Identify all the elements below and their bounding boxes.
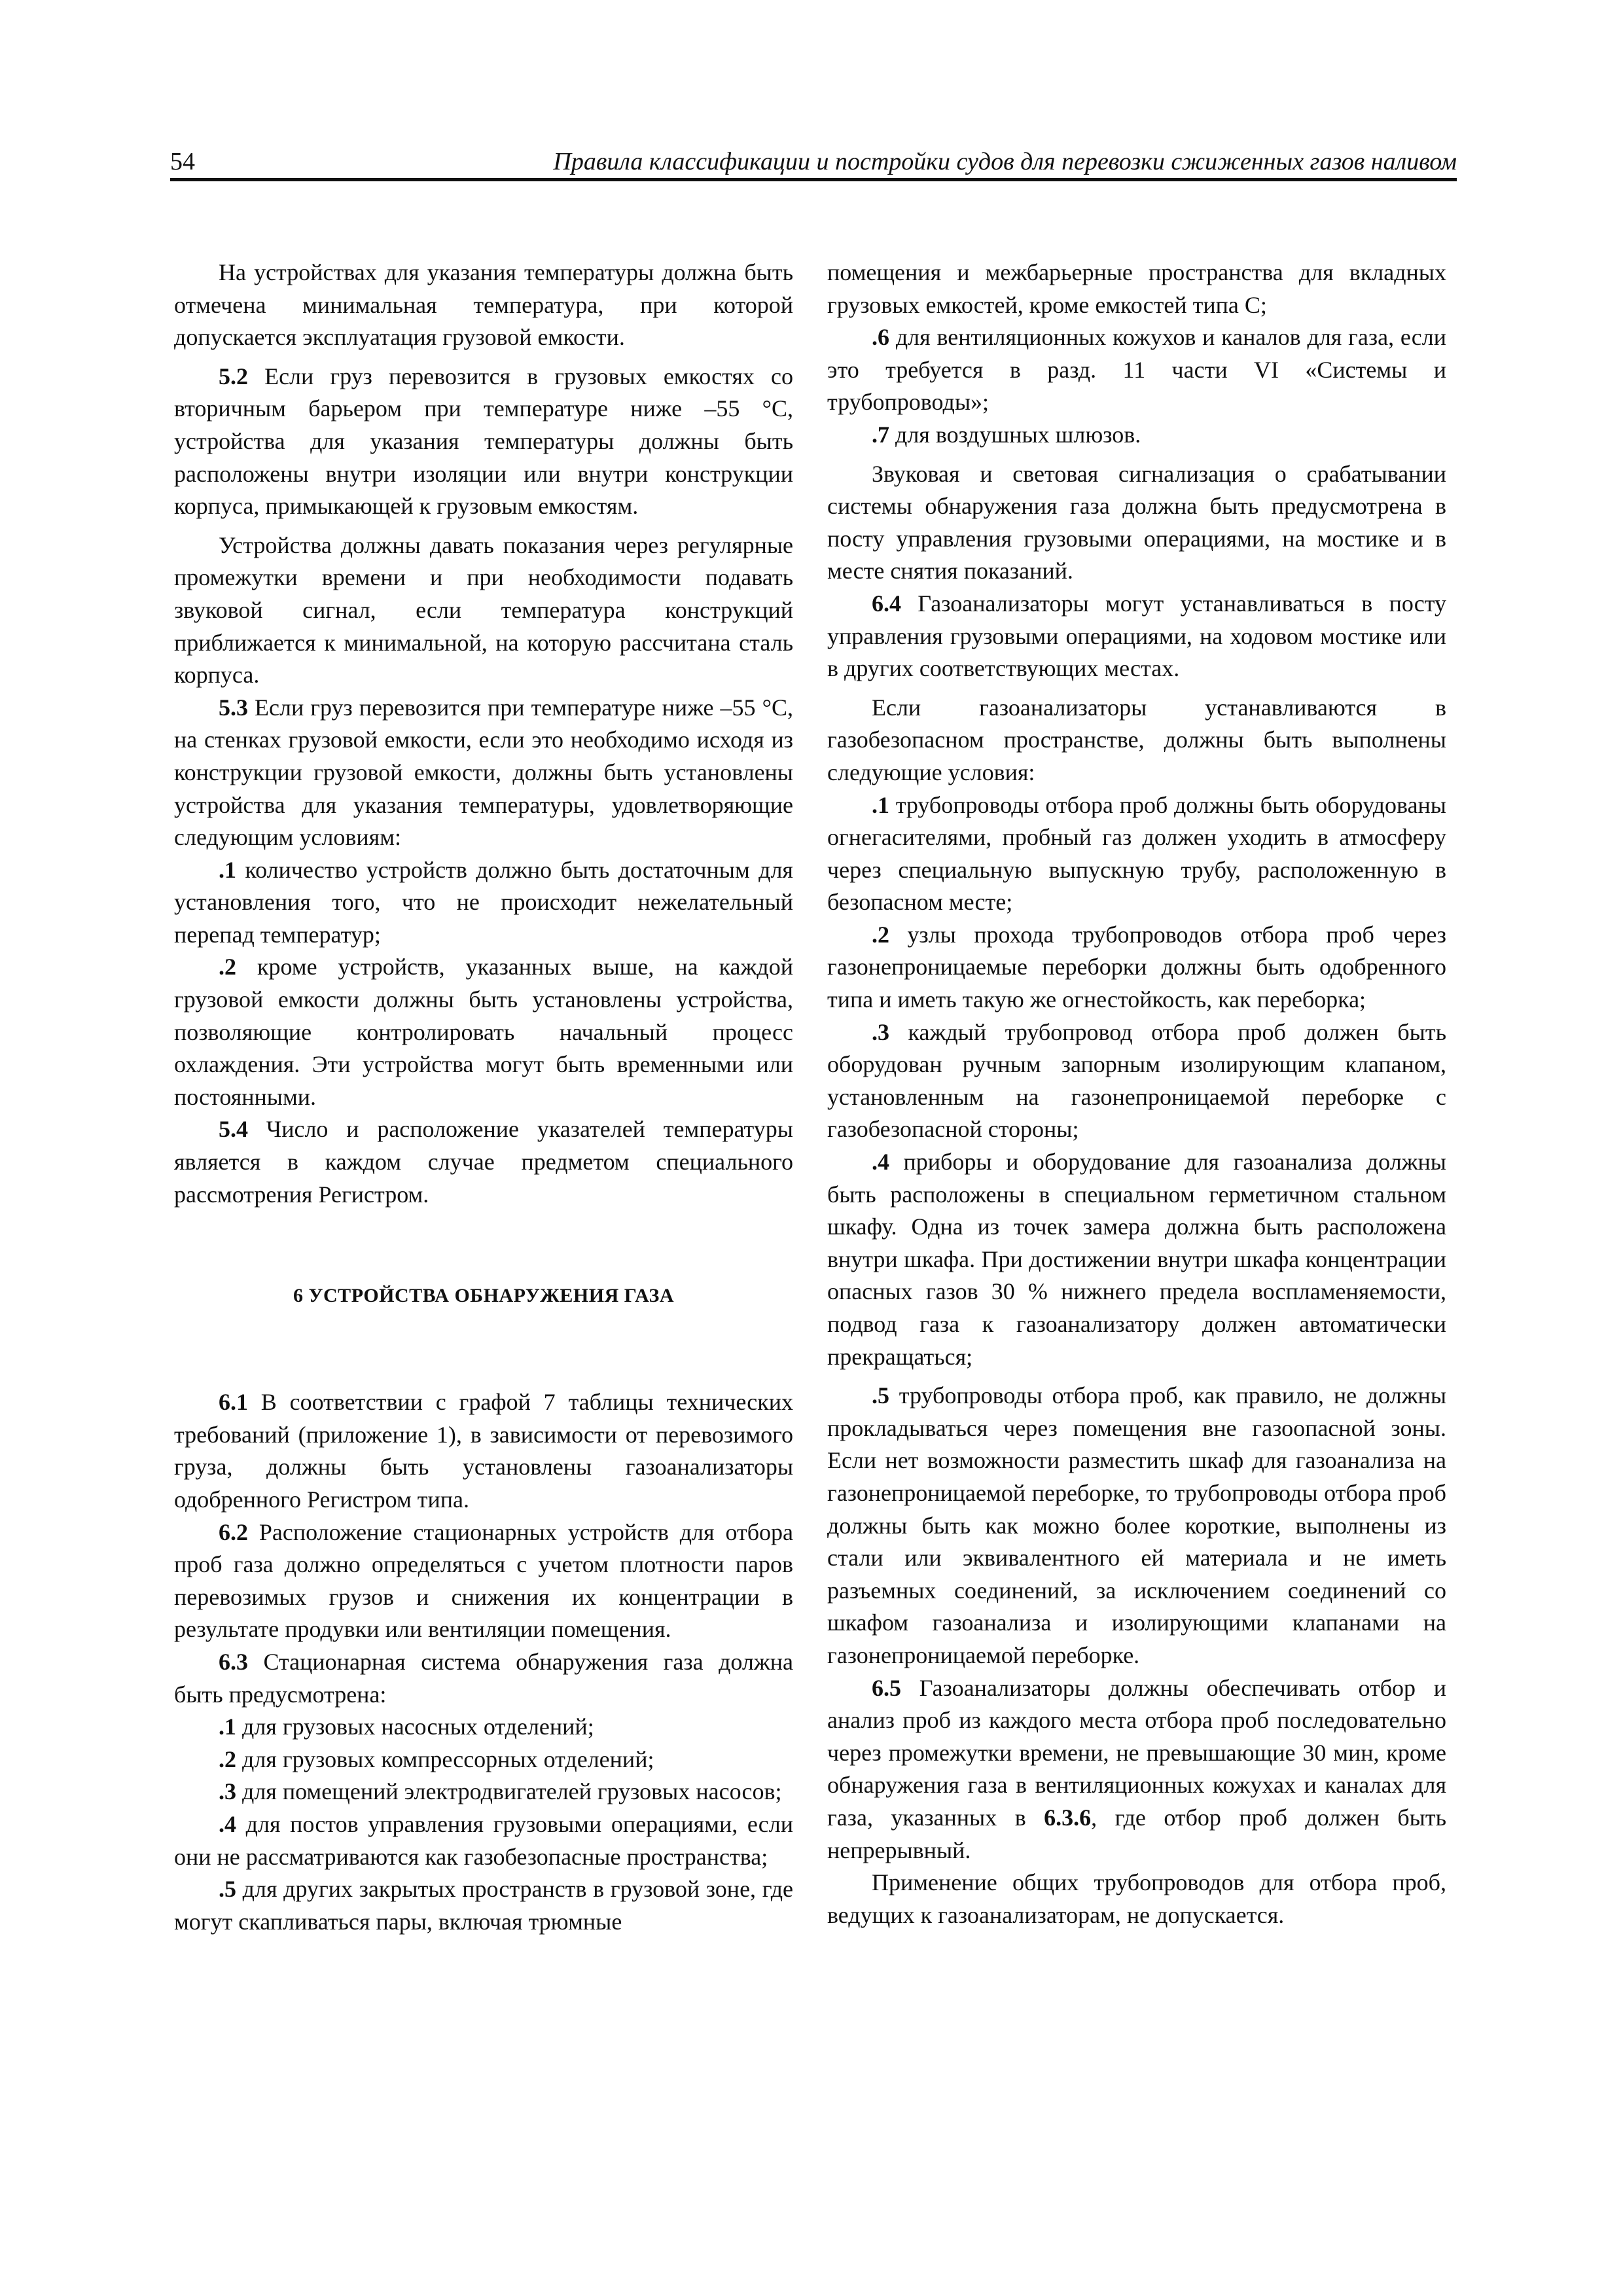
paragraph: Применение общих трубопроводов для отбора проб, ведущих к газоанализаторам, не допускается. — [827, 1869, 1446, 1928]
item-number: .1 — [219, 1713, 236, 1740]
paragraph: 5.2 Если груз перевозится в грузовых емкостях со вторичным барьером при температуре ниже –55 °С, устройства для указания температуры должны быть расположены внутри изоляции или внутри конструкции корпуса, примыкающей к грузовым емкостям. — [174, 363, 793, 520]
list-item: .7 для воздушных шлюзов. — [872, 421, 1141, 448]
item-number: .3 — [872, 1018, 889, 1045]
running-title: Правила классификации и постройки судов для перевозки сжиженных газов наливом — [553, 148, 1457, 175]
item-number: .5 — [219, 1876, 236, 1903]
item-number: .2 — [872, 921, 889, 948]
paragraph: 5.3 Если груз перевозится при температуре ниже –55 °С, на стенках грузовой емкости, если это необходимо исходя из конструкции грузовой емкости, должны быть установлены устройства для указания температуры, удовлетворяющие следующим условиям: — [174, 694, 793, 851]
item-number: .5 — [872, 1382, 889, 1409]
right-column — [827, 257, 1446, 1931]
list-item: .1 для грузовых насосных отделений; — [219, 1713, 594, 1740]
clause-number: 6.2 — [219, 1518, 248, 1545]
paragraph: 6.4 Газоанализаторы могут устанавливаться в посту управления грузовыми операциями, на ходовом мостике или в других соответствующих местах. — [827, 590, 1446, 682]
list-item: .1 количество устройств должно быть достаточным для установления того, что не происходит нежелательный перепад температур; — [174, 856, 793, 948]
list-item: .3 для помещений электродвигателей грузовых насосов; — [219, 1778, 782, 1805]
paragraph: Звуковая и световая сигнализация о срабатывании системы обнаружения газа должна быть предусмотрена в посту управления грузовыми операциями, на мостике и в месте снятия показаний. — [827, 460, 1446, 584]
paragraph: Устройства должны давать показания через регулярные промежутки времени и при необходимости подавать звуковой сигнал, если температура конструкций приближается к минимальной, на которую рассчитана сталь корпуса. — [174, 531, 793, 689]
section-heading: 6 УСТРОЙСТВА ОБНАРУЖЕНИЯ ГАЗА — [293, 1285, 674, 1307]
list-item: .2 кроме устройств, указанных выше, на каждой грузовой емкости должны быть установлены устройства, позволяющие контролировать начальный процесс охлаждения. Эти устройства могут быть временными или постоянными. — [174, 954, 793, 1110]
list-item: .3 каждый трубопровод отбора проб должен быть оборудован ручным запорным изолирующим клапаном, установленным на газонепроницаемой переборке с газобезопасной стороны; — [827, 1018, 1446, 1143]
cross-reference: 6.3.6 — [1044, 1804, 1092, 1831]
paragraph: 5.4 Число и расположение указателей температуры является в каждом случае предметом специального рассмотрения Регистром. — [174, 1116, 793, 1208]
item-number: .4 — [219, 1810, 236, 1837]
list-item: .5 для других закрытых пространств в грузовой зоне, где могут скапливаться пары, включая трюмные — [174, 1876, 793, 1935]
list-item: .4 приборы и оборудование для газоанализа должны быть расположены в специальном герметичном стальном шкафу. Одна из точек замера должна быть расположена внутри шкафа. При достижении внутри шкафа концентрации опасных газов 30 % нижнего предела воспламеняемости, подвод газа к газоанализатору должен автоматически прекращаться; — [827, 1149, 1446, 1370]
page-number: 54 — [170, 148, 195, 175]
paragraph: 6.5 Газоанализаторы должны обеспечивать отбор и анализ проб из каждого места отбора проб последовательно через промежутки времени, не превышающие 30 мин, кроме обнаружения газа в вентиляционных кожухах и каналах для газа, указанных в 6.3.6, где отбор проб должен быть непрерывный. — [827, 1674, 1446, 1863]
page-header — [170, 145, 1457, 182]
list-item: .5 трубопроводы отбора проб, как правило, не должны прокладываться через помещения вне газоопасной зоны. Если нет возможности разместить шкаф для газоанализа на газонепроницаемой переборке, то трубопроводы отбора проб должны быть как можно более короткие, выполнены из стали или эквивалентного ей материала и не иметь разъемных соединений, за исключением соединений со шкафом газоанализа и изолирующими клапанами на газонепроницаемой переборке. — [827, 1382, 1446, 1668]
item-number: .6 — [872, 324, 889, 351]
paragraph: 6.3 Стационарная система обнаружения газа должна быть предусмотрена: — [174, 1648, 793, 1708]
list-item: .2 для грузовых компрессорных отделений; — [219, 1746, 654, 1772]
item-number: .2 — [219, 1746, 236, 1772]
clause-number: 6.4 — [872, 590, 901, 617]
item-number: .2 — [219, 954, 236, 980]
item-number: .1 — [872, 791, 889, 818]
clause-number: 6.5 — [872, 1674, 901, 1701]
paragraph: На устройствах для указания температуры должна быть отмечена минимальная температура, при которой допускается эксплуатация грузовой емкости. — [174, 259, 793, 351]
header-rule — [170, 178, 1457, 181]
clause-number: 5.2 — [219, 363, 248, 389]
list-item: .1 трубопроводы отбора проб должны быть оборудованы огнегасителями, пробный газ должен уходить в атмосферу через специальную выпускную трубу, расположенную в безопасном месте; — [827, 791, 1446, 916]
list-item: .2 узлы прохода трубопроводов отбора проб через газонепроницаемые переборки должны быть одобренного типа и иметь такую же огнестойкость, как переборка; — [827, 921, 1446, 1013]
paragraph: помещения и межбарьерные пространства для вкладных грузовых емкостей, кроме емкостей типа С; — [827, 259, 1446, 318]
item-number: .4 — [872, 1149, 889, 1175]
item-number: .3 — [219, 1778, 236, 1805]
clause-number: 5.4 — [219, 1116, 248, 1143]
paragraph: 6.2 Расположение стационарных устройств для отбора проб газа должно определяться с учетом плотности паров перевозимых грузов и снижения их концентрации в результате продувки или вентиляции помещения. — [174, 1518, 793, 1643]
clause-number: 6.3 — [219, 1648, 248, 1675]
paragraph: 6.1 В соответствии с графой 7 таблицы технических требований (приложение 1), в зависимости от перевозимого груза, должны быть установлены газоанализаторы одобренного Регистром типа. — [174, 1389, 793, 1513]
list-item: .6 для вентиляционных кожухов и каналов для газа, если это требуется в разд. 11 части VI «Системы и трубопроводы»; — [827, 324, 1446, 416]
clause-number: 6.1 — [219, 1389, 248, 1416]
left-column — [174, 257, 793, 1938]
item-number: .7 — [872, 421, 889, 448]
item-number: .1 — [219, 856, 236, 883]
paragraph: Если газоанализаторы устанавливаются в газобезопасном пространстве, должны быть выполнены следующие условия: — [827, 694, 1446, 785]
list-item: .4 для постов управления грузовыми операциями, если они не рассматриваются как газобезопасные пространства; — [174, 1810, 793, 1870]
clause-number: 5.3 — [219, 694, 248, 721]
